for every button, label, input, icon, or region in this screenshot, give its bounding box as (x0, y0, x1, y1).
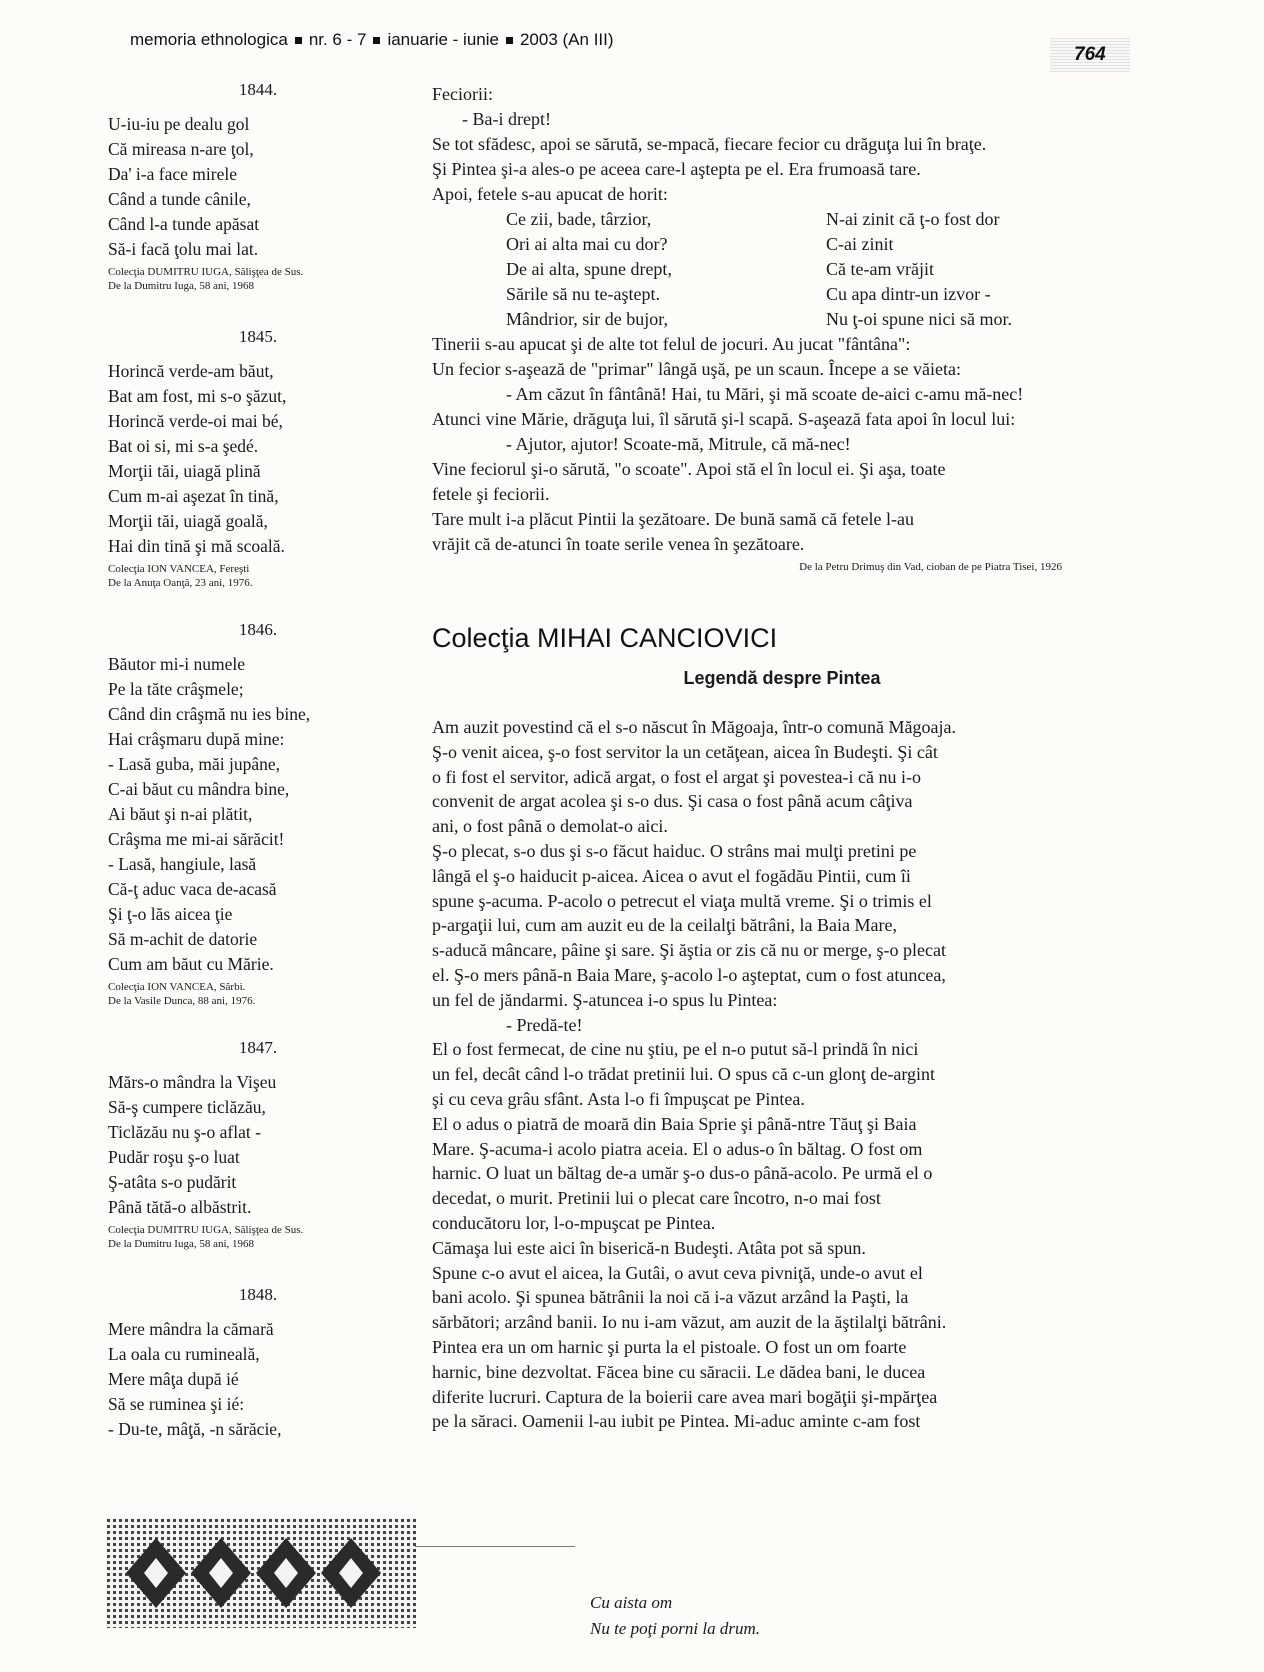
prose-line: Am auzit povestind că el s-o născut în Măgoaja, într-o comună Măgoaja. (432, 717, 956, 737)
prose-line: vrăjit că de-atunci în toate serile venea în şezătoare. (432, 534, 805, 554)
prose-line: - Ajutor, ajutor! Scoate-mă, Mitrule, că mă-nec! (506, 434, 851, 454)
legend-title: Legendă despre Pintea (683, 668, 881, 688)
separator-bullet (295, 37, 302, 44)
prose-line: Feciorii: (432, 84, 493, 104)
poem-lines (108, 112, 408, 262)
verse-line: C-ai zinit (826, 234, 894, 254)
poem-line: Când l-a tunde apăsat (108, 214, 260, 234)
poem-line: U-iu-iu pe dealu gol (108, 114, 250, 134)
prose-line: Se tot sfădesc, apoi se sărută, se-mpacă, fiecare fecior cu drăguţa lui în braţe. (432, 134, 987, 154)
poem (108, 1285, 408, 1442)
issue-period: ianuarie - iunie (387, 30, 499, 49)
prose-line: Cămaşa lui este aici în biserică-n Budeşti. Atâta pot să spun. (432, 1237, 866, 1258)
poem (108, 80, 408, 293)
prose-line: Apoi, fetele s-au apucat de horit: (432, 184, 668, 204)
prose-block (432, 332, 1132, 557)
prose-line: convenit de argat acolea şi s-o dus. Şi casa o fost până acum câţiva (432, 791, 913, 812)
prose-line: lângă el ş-o haiducit p-aicea. Aicea o avut el fogădău Pintii, cum îi (432, 865, 911, 886)
poem-lines (108, 1070, 408, 1220)
journal-name: memoria ethnologica (130, 30, 288, 49)
poem-line: Horincă verde-oi mai bé, (108, 411, 283, 431)
poem-source (108, 1223, 408, 1251)
source-line: Colecţia DUMITRU IUGA, Sălişţea de Sus. (108, 1224, 304, 1236)
poem-number: 1845. (238, 327, 278, 346)
verse-line: De ai alta, spune drept, (506, 259, 672, 279)
prose-line: - Ba-i drept! (462, 109, 551, 129)
story-attribution: De la Petru Drimuş din Vad, cioban de pe Piatra Tisei, 1926 (799, 561, 1062, 573)
issue-year: 2003 (An III) (519, 30, 614, 49)
poem-line: Pudăr roşu ş-o luat (108, 1147, 240, 1167)
prose-block (432, 82, 1132, 207)
poem-line: Să-ş cumpere ticlăzău, (108, 1097, 266, 1117)
poem-number: 1848. (238, 1285, 278, 1304)
poem-line: Că mireasa n-are ţol, (108, 139, 254, 159)
poem-line: Cum m-ai aşezat în tină, (108, 486, 279, 506)
prose-line: harnic. O luat un băltag de-a umăr ş-o dus-o până-acolo. Pe urmă el o (432, 1163, 933, 1184)
poem-line: Hai din tină şi mă scoală. (108, 536, 285, 556)
prose-line: bani acolo. Şi spunea bătrânii la noi că i-a văzut arzând la Paşti, la (432, 1287, 909, 1308)
prose-line: sărbători; arzând banii. Io nu i-am văzut, am auzit de la ăştilalţi bătrâni. (432, 1312, 947, 1333)
poem-line: Mere mândra la cămară (108, 1319, 274, 1339)
running-header (130, 30, 1140, 50)
verse-line: Mândrior, sir de bujor, (506, 309, 669, 329)
poem-line: Că-ţ aduc vaca de-acasă (108, 879, 277, 899)
verse-line: Ce zii, bade, târzior, (506, 209, 652, 229)
poem-line: Când a tunde cânile, (108, 189, 251, 209)
source-line: Colecţia ION VANCEA, Fereşti (108, 563, 250, 575)
verse-line: Că te-am vrăjit (826, 259, 934, 279)
poem-line: - Lasă, hangiule, lasă (108, 854, 257, 874)
prose-line: Mare. Ş-acuma-i acolo piatra aceia. El o adus-o în băltag. O fost om (432, 1138, 923, 1159)
poem-line: Bat oi si, mi s-a şedé. (108, 436, 259, 456)
section-title: Colecţia MIHAI CANCIOVICI (432, 623, 778, 653)
footnote-line: Cu aista om (590, 1593, 673, 1612)
verse-line: Cu apa dintr-un izvor - (826, 284, 991, 304)
poem (108, 620, 408, 1008)
poem-lines (108, 1317, 408, 1442)
prose-line: El o fost fermecat, de cine nu ştiu, pe el n-o putut să-l prindă în nici (432, 1039, 919, 1060)
poem-source (108, 562, 408, 590)
prose-line: Tare mult i-a plăcut Pintii la şezătoare. De bună samă că fetele l-au (432, 509, 915, 529)
poem-line: Ai băut şi n-ai plătit, (108, 804, 253, 824)
poem-number: 1847. (238, 1038, 278, 1057)
poem-line: Mere mâţa după ié (108, 1369, 239, 1389)
poem-line: C-ai băut cu mândra bine, (108, 779, 290, 799)
verse-line: Nu ţ-oi spune nici să mor. (826, 309, 1012, 329)
prose-line: un fel de jăndarmi. Ş-atuncea i-o spus lu Pintea: (432, 989, 778, 1010)
folk-pattern-ornament (106, 1518, 416, 1628)
source-line: Colecţia DUMITRU IUGA, Sălişţea de Sus. (108, 266, 304, 278)
footnote-verse (590, 1590, 760, 1642)
poem-number: 1846. (238, 620, 278, 639)
poem-line: Şi ţ-o lăs aicea ţie (108, 904, 233, 924)
poem-line: Până tătă-o albăstrit. (108, 1197, 252, 1217)
separator-bullet (506, 37, 513, 44)
prose-line: Şi Pintea şi-a ales-o pe aceea care-l aştepta pe el. Era frumoasă tare. (432, 159, 921, 179)
issue-number: nr. 6 - 7 (308, 30, 367, 49)
source-line: Colecţia ION VANCEA, Sârbi. (108, 981, 246, 993)
poem-line: Să-i facă ţolu mai lat. (108, 239, 259, 259)
poem-line: Horincă verde-am băut, (108, 361, 274, 381)
prose-line: s-aducă mâncare, pâine şi sare. Şi ăştia or zis că nu or merge, ş-o plecat (432, 940, 946, 961)
poem-source (108, 265, 408, 293)
prose-line: - Predă-te! (506, 1014, 583, 1035)
poem-line: Bat am fost, mi s-o şăzut, (108, 386, 287, 406)
verse-line: Sările să nu te-aştept. (506, 284, 660, 304)
poem-line: - Lasă guba, măi jupâne, (108, 754, 281, 774)
poem-lines (108, 652, 408, 977)
verse-line: N-ai zinit că ţ-o fost dor (826, 209, 1000, 229)
prose-line: Un fecior s-aşează de "primar" lângă uşă, pe un scaun. Începe a se văieta: (432, 359, 961, 379)
poem-line: Morţii tăi, uiagă plină (108, 461, 261, 481)
poem (108, 1038, 408, 1251)
prose-line: Spune c-o avut el aicea, la Gutâi, o avut ceva pivniţă, unde-o avut el (432, 1262, 923, 1283)
verse-line: Ori ai alta mai cu dor? (506, 234, 668, 254)
page-number: 764 (1074, 44, 1106, 65)
prose-line: el. Ş-o mers până-n Baia Mare, ş-acolo l-o aşteptat, cum o fost atuncea, (432, 964, 946, 985)
prose-line: fetele şi feciorii. (432, 484, 550, 504)
poem-line: Pe la tăte crâşmele; (108, 679, 244, 699)
prose-line: spune ş-acuma. P-acolo o petrecut el viaţa multă vreme. Şi o trimis el (432, 890, 932, 911)
prose-line: Pintea era un om harnic şi purta la el pistoale. O fost un om foarte (432, 1336, 907, 1357)
source-line: De la Dumitru Iuga, 58 ani, 1968 (108, 1238, 255, 1250)
poem-line: Cum am băut cu Mărie. (108, 954, 274, 974)
prose-line: şi cu ceva grâu sfânt. Asta l-o fi împuşcat pe Pintea. (432, 1088, 805, 1109)
prose-line: Atunci vine Mărie, drăguţa lui, îl sărută şi-l scapă. S-aşează fata apoi în locul lui: (432, 409, 1016, 429)
source-line: De la Dumitru Iuga, 58 ani, 1968 (108, 280, 255, 292)
poem (108, 327, 408, 590)
legend-text (432, 715, 1132, 1434)
poem-line: Mărs-o mândra la Vişeu (108, 1072, 277, 1092)
source-line: De la Anuţa Oanţă, 23 ani, 1976. (108, 577, 253, 589)
poem-line: Ş-atâta s-o pudărit (108, 1172, 237, 1192)
source-line: De la Vasile Dunca, 88 ani, 1976. (108, 995, 256, 1007)
poem-line: Crâşma me mi-ai sărăcit! (108, 829, 285, 849)
poem-line: Să m-achit de datorie (108, 929, 258, 949)
poem-line: - Du-te, mâţă, -n sărăcie, (108, 1419, 282, 1439)
prose-line: Tinerii s-au apucat şi de alte tot felul de jocuri. Au jucat "fântâna": (432, 334, 911, 354)
separator-bullet (373, 37, 380, 44)
poem-line: Da' i-a face mirele (108, 164, 237, 184)
prose-line: El o adus o piatră de moară din Baia Sprie şi până-ntre Tăuţ şi Baia (432, 1113, 917, 1134)
prose-line: p-argaţii lui, cum am auzit eu de la ceilalţi bătrâni, la Baia Mare, (432, 915, 897, 936)
poem-lines (108, 359, 408, 559)
prose-line: Ş-o plecat, s-o dus şi s-o făcut haiduc. O strâns mai mulţi pretini pe (432, 840, 917, 861)
footnote-rule (415, 1546, 575, 1547)
prose-line: - Am căzut în fântână! Hai, tu Mări, şi mă scoate de-aici c-amu mă-nec! (506, 384, 1024, 404)
sung-verse (432, 207, 1132, 332)
poem-line: La oala cu rumineală, (108, 1344, 260, 1364)
prose-line: conducătoru lor, l-o-mpuşcat pe Pintea. (432, 1212, 716, 1233)
prose-line: o fi fost el servitor, adică argat, o fost el argat şi povestea-i că nu i-o (432, 766, 921, 787)
left-column-poems (108, 80, 408, 1442)
footnote-line: Nu te poţi porni la drum. (590, 1619, 761, 1638)
prose-line: Ş-o venit aicea, ş-o fost servitor la un cetăţean, aicea în Budeşti. Şi cât (432, 741, 938, 762)
prose-line: decedat, o murit. Pretinii lui o plecat care încotro, n-o mai fost (432, 1188, 881, 1209)
prose-line: ani, o fost până o demolat-o aici. (432, 816, 668, 837)
poem-source (108, 980, 408, 1008)
prose-line: pe la săraci. Oamenii l-au iubit pe Pintea. Mi-aduc aminte c-am fost (432, 1411, 921, 1432)
right-column (432, 82, 1132, 1434)
poem-line: Când din crâşmă nu ies bine, (108, 704, 311, 724)
poem-number: 1844. (238, 80, 278, 99)
prose-line: diferite lucruri. Captura de la boierii care avea mari bogăţii şi-mpărţea (432, 1386, 938, 1407)
poem-line: Băutor mi-i numele (108, 654, 246, 674)
poem-line: Morţii tăi, uiagă goală, (108, 511, 268, 531)
poem-line: Să se ruminea şi ié: (108, 1394, 245, 1414)
prose-line: harnic, bine dezvoltat. Făcea bine cu săracii. Le dădea bani, le ducea (432, 1361, 926, 1382)
poem-line: Ticlăzău nu ş-o aflat - (108, 1122, 261, 1142)
prose-line: Vine feciorul şi-o sărută, "o scoate". Apoi stă el în locul ei. Şi aşa, toate (432, 459, 946, 479)
prose-line: un fel, decât când l-o trădat pretinii lui. O spus că c-un glonţ de-argint (432, 1064, 936, 1085)
poem-line: Hai crâşmaru după mine: (108, 729, 285, 749)
